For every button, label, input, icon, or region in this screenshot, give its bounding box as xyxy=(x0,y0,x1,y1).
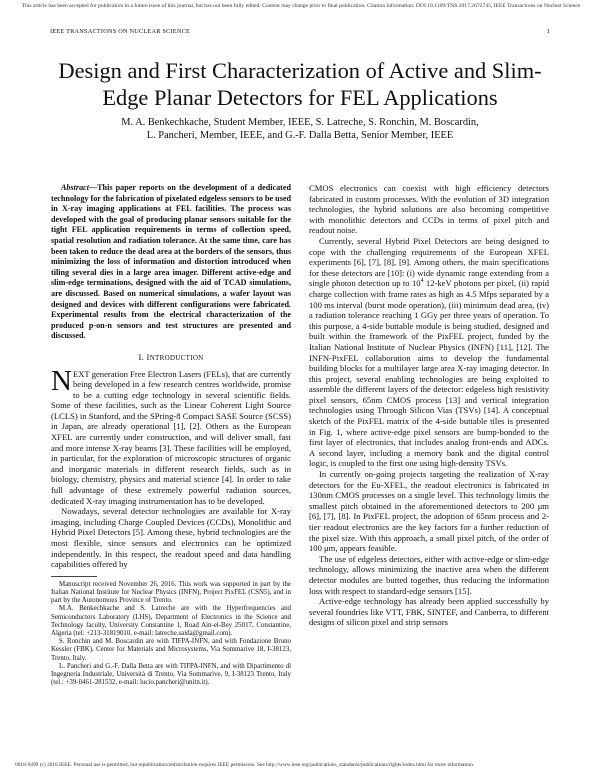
section-title-rest: NTRODUCTION xyxy=(149,353,204,362)
footnote-affiliation-1: M.A. Benkechkache and S. Latreche are with the Hyperfrequencies and Semiconductors Laboratory (LHS), Department of Electronics in the Science and Technology faculty, University Constantine 1, Road Ain-el-Bey 25017, Constantine, Algeria (tel: +213-31819010, e-mail: latreche.saida@gmail.com). xyxy=(51,605,291,637)
paper-title: Design and First Characterization of Active and Slim-Edge Planar Detectors for FEL Applications xyxy=(58,58,542,110)
abstract-text: —This paper reports on the development of a dedicated technology for the fabrication of pixelated edgeless sensors to be used in X-ray imaging applications at FEL facilities. The process was developed with the goal of producing planar sensors suitable for the tight FEL application requirements in terms of collection speed, spatial resolution and radiation tolerance. At the same time, care has been taken to reduce the dead area at the borders of the sensors, thus minimizing the loss of information and distortion introduced when tiling several dies in a large area imager. Different active-edge and slim-edge terminations, designed with the aid of TCAD simulations, are discussed. Based on numerical simulations, a wafer layout was designed and devices with different configurations were fabricated. Experimental results from the electrical characterization of the produced p-on-n sensors and test structures are presented and discussed. xyxy=(51,183,291,341)
author-line-2: L. Pancheri, Member, IEEE, and G.-F. Dalla Betta, Senior Member, IEEE xyxy=(146,130,454,141)
page-number: 1 xyxy=(546,28,550,35)
abstract xyxy=(51,183,291,342)
footnote-affiliation-2: S. Ronchin and M. Boscardin are with TIFPA-INFN, and with Fondazione Bruno Kessler (FBK), Center for Materials and Microsystems, Via Sommarive 18, I-38123, Trento, Italy. xyxy=(51,638,291,662)
preprint-notice: This article has been accepted for publication in a future issue of this journal, but has not been fully edited. Content may change prior to final publication. Citation information: DOI 10.1109/TNS.2017.2672745, IEEE Transactions on Nuclear Science xyxy=(21,3,581,9)
footnote-manuscript: Manuscript received November 26, 2016. This work was supported in part by the Italian National Institute for Nuclear Physics (INFN), Project PixFEL (CSN5), and in part by the Autonomous Province of Trento. xyxy=(51,580,291,605)
intro-paragraph-1 xyxy=(51,364,291,507)
body-p2-text-a: Currently, several Hybrid Pixel Detectors are being designed to cope with the challenging requirements of the European XFEL experiments [6], [7], [8], [9]. Among others, the main specifications for these detectors are [10]: (i) wide dynamic range extending from a single photon detection up to 10 xyxy=(309,235,549,289)
intro-p1-text: EXT generation Free Electron Lasers (FELs), that are currently being developed in a few research centres worldwide, promise to be a cutting edge technology in several scientific fields. Some of these facilities, such as the Linear Coherent Light Source (LCLS) in Stanford, and the SPring-8 Compact SASE Source (SCSS) in Japan, are already operational [1], [2]. Others as the European XFEL are currently under construction, and will deliver small, fast and more intense X-ray beams [3]. These facilities will be employed, in particular, for the exploration of microscopic structures of organic and inorganic materials in different research fields, such as in biology, chemistry, physics and material science [4]. In order to take full advantage of these extremely powerful radiation sources, dedicated X-ray imaging instrumentation has to be developed. xyxy=(51,368,291,506)
footnote-rule xyxy=(51,576,97,577)
copyright-footer: 0018-9499 (c) 2016 IEEE. Personal use is permitted, but republication/redistribution requires IEEE permission. See http://www.ieee.org/publications_standards/publications/rights/index.html for more information. xyxy=(15,762,475,768)
section-title-initial: I xyxy=(146,351,150,362)
body-p2-text-b: 12-keV photons per pixel, (ii) rapid charge collection with frame rates as high as 4.5 Mfps separated by a 100 ms interval (burst mode operation), (iii) minimum dead area, (iv) a radiation tolerance reaching 1 GGy per three years of operation. To this purpose, a 4-side buttable module is being studied, designed and built within the framework of the PixFEL project, funded by the Italian National Institute of Nuclear Physics (INFN) [11], [12]. The INFN-PixFEL collaboration aims to develop the fundamental building blocks for a multilayer large area X-ray imaging detector. In this project, several enabling technologies are being exploited to assemble the different layers of the detector: edgeless high resistivity pixel sensors, 65nm CMOS process [13] and vertical integration technologies using Through Silicon Vias (TSVs) [14]. A conceptual sketch of the PixFEL matrix of the 4-side buttable tiles is presented in Fig. 1, where active-edge pixel sensors are bump-bonded to the first layer of electronics, that includes analog front-ends and ADCs. A second layer, including a memory bank and the digital control logic, is coupled to the first one using high-density TSVs. xyxy=(309,278,550,469)
drop-cap: N xyxy=(51,364,72,397)
right-column xyxy=(309,183,549,628)
body-paragraph-5: Active-edge technology has already been applied successfully by several foundries like VTT, FBK, SINTEF, and Canberra, to different designs of silicon pixel and strip sensors xyxy=(309,596,549,628)
author-line-1: M. A. Benkechkache, Student Member, IEEE, S. Latreche, S. Ronchin, M. Boscardin, xyxy=(121,117,479,128)
section-heading-introduction xyxy=(51,352,291,364)
body-paragraph-3: In currently on-going projects targeting the realization of X-ray detectors for the Eu-XFEL, the readout electronics is fabricated in 130nm CMOS processes on a single level. This technology limits the smallest pitch obtained in the aforementioned detectors to 200 μm [6], [7], [8]. In PixFEL project, the adoption of 65nm process and 2-tier readout electronics are the key factors for a further reduction of the pixel size. With this approach, a small pixel pitch, of the order of 100 μm, appears feasible. xyxy=(309,469,549,554)
body-paragraph-4: The use of edgeless detectors, either with active-edge or slim-edge technology, allows minimizing the inactive area when the different detector modules are butted together, thus reducing the information loss with respect to standard-edge sensors [15]. xyxy=(309,553,549,596)
body-paragraph-1: CMOS electronics can coexist with high efficiency detectors fabricated in custom processes. With the evolution of 3D integration technologies, the hybrid solutions are also becoming competitive with monolithic detectors and CCDs in terms of pixel pitch and readout noise. xyxy=(309,183,549,236)
author-list xyxy=(40,116,560,142)
left-column xyxy=(51,183,291,687)
body-paragraph-2 xyxy=(309,236,549,469)
intro-paragraph-2: Nowadays, several detector technologies are available for X-ray imaging, including Charge Coupled Devices (CCDs), Monolithic and Hybrid Pixel Detectors [5]. Among these, hybrid technologies are the most flexible, since sensors and electronics can be optimized independently. In this respect, the readout speed and data handling capabilities offered by xyxy=(51,506,291,570)
journal-name: IEEE TRANSACTIONS ON NUCLEAR SCIENCE xyxy=(50,28,191,35)
footnote-affiliation-3: L. Pancheri and G.-F. Dalla Betta are with TIFPA-INFN, and with Dipartimento di Ingegneria Industriale, Università di Trento, Via Sommarive, 9, I-38123 Trento, Italy (tel.: +39-0461-281532, e-mail: lucio.pancheri@unitn.it). xyxy=(51,662,291,687)
section-numeral: I. xyxy=(138,351,145,362)
superscript: 4 xyxy=(420,278,424,285)
abstract-label: Abstract xyxy=(61,183,89,192)
running-header xyxy=(50,28,550,35)
